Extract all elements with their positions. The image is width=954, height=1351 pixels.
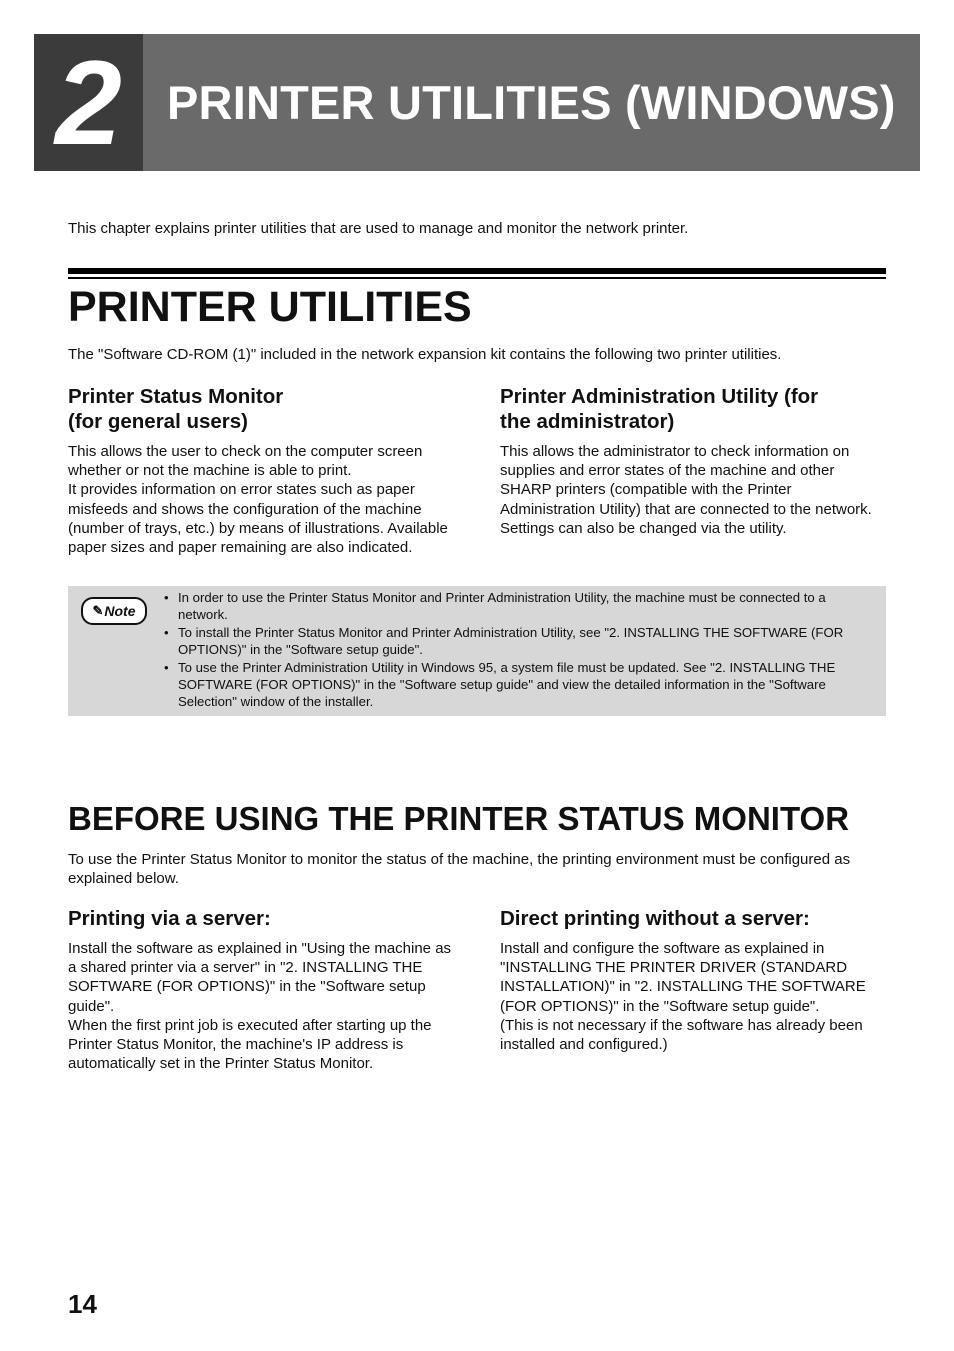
note-badge: ✎ Note: [81, 597, 147, 625]
direct-printing-heading: Direct printing without a server:: [500, 907, 810, 930]
status-monitor-column: [68, 384, 458, 557]
note-list: [160, 589, 876, 711]
pencil-icon: ✎: [92, 603, 104, 618]
status-monitor-body: This allows the user to check on the computer screen whether or not the machine is able to print. It provides information on error states such as paper misfeeds and shows the configuration of the machine (number of trays, etc.) by means of illustrations. Available paper sizes and paper remaining are also indicated.: [68, 443, 448, 557]
direct-printing-body: Install and configure the software as explained in "INSTALLING THE PRINTER DRIVER (STANDARD INSTALLATION)" in "2. INSTALLING THE SOFTWARE (FOR OPTIONS)" in the "Software setup guide". (This is not necessary if the software has already been installed and configured.): [500, 940, 866, 1054]
chapter-banner: [34, 34, 920, 171]
note-item: • To install the Printer Status Monitor and Printer Administration Utility, see "2. INSTALLING THE SOFTWARE (FOR OPTIONS)" in the "Software setup guide".: [160, 624, 876, 658]
section-heading-before-using: BEFORE USING THE PRINTER STATUS MONITOR: [68, 800, 850, 837]
chapter-number: 2: [34, 34, 143, 171]
admin-utility-column: [500, 384, 888, 538]
section2-lead: To use the Printer Status Monitor to monitor the status of the machine, the printing environment must be configured as explained below.: [68, 851, 851, 888]
note-box: [68, 586, 886, 716]
section-heading-printer-utilities: PRINTER UTILITIES: [68, 283, 472, 331]
section-rule-thick: [68, 268, 886, 274]
section1-lead: The "Software CD-ROM (1)" included in the network expansion kit contains the following two printer utilities.: [68, 346, 782, 363]
via-server-heading: Printing via a server:: [68, 907, 271, 930]
direct-printing-column: [500, 906, 888, 1054]
note-item: • In order to use the Printer Status Monitor and Printer Administration Utility, the machine must be connected to a network.: [160, 589, 876, 623]
admin-utility-heading: Printer Administration Utility (for the administrator): [500, 385, 819, 433]
section-rule-thin: [68, 277, 886, 279]
note-item: • To use the Printer Administration Utility in Windows 95, a system file must be updated. See "2. INSTALLING THE SOFTWARE (FOR OPTIONS)" in the "Software setup guide" and view the detailed information in the "Software Selection" window of the installer.: [160, 659, 876, 710]
page-number: 14: [68, 1289, 97, 1319]
admin-utility-body: This allows the administrator to check information on supplies and error states of the machine and other SHARP printers (compatible with the Printer Administration Utility) that are connected to the network. Settings can also be changed via the utility.: [500, 443, 872, 537]
chapter-intro: This chapter explains printer utilities that are used to manage and monitor the network printer.: [68, 220, 689, 237]
chapter-title: PRINTER UTILITIES (WINDOWS): [143, 34, 920, 171]
via-server-column: [68, 906, 458, 1073]
status-monitor-heading: Printer Status Monitor (for general users): [68, 385, 284, 433]
via-server-body: Install the software as explained in "Using the machine as a shared printer via a server" in "2. INSTALLING THE SOFTWARE (FOR OPTIONS)" in the "Software setup guide". When the first print job is executed after starting up the Printer Status Monitor, the machine's IP address is automatically set in the Printer Status Monitor.: [68, 940, 452, 1073]
